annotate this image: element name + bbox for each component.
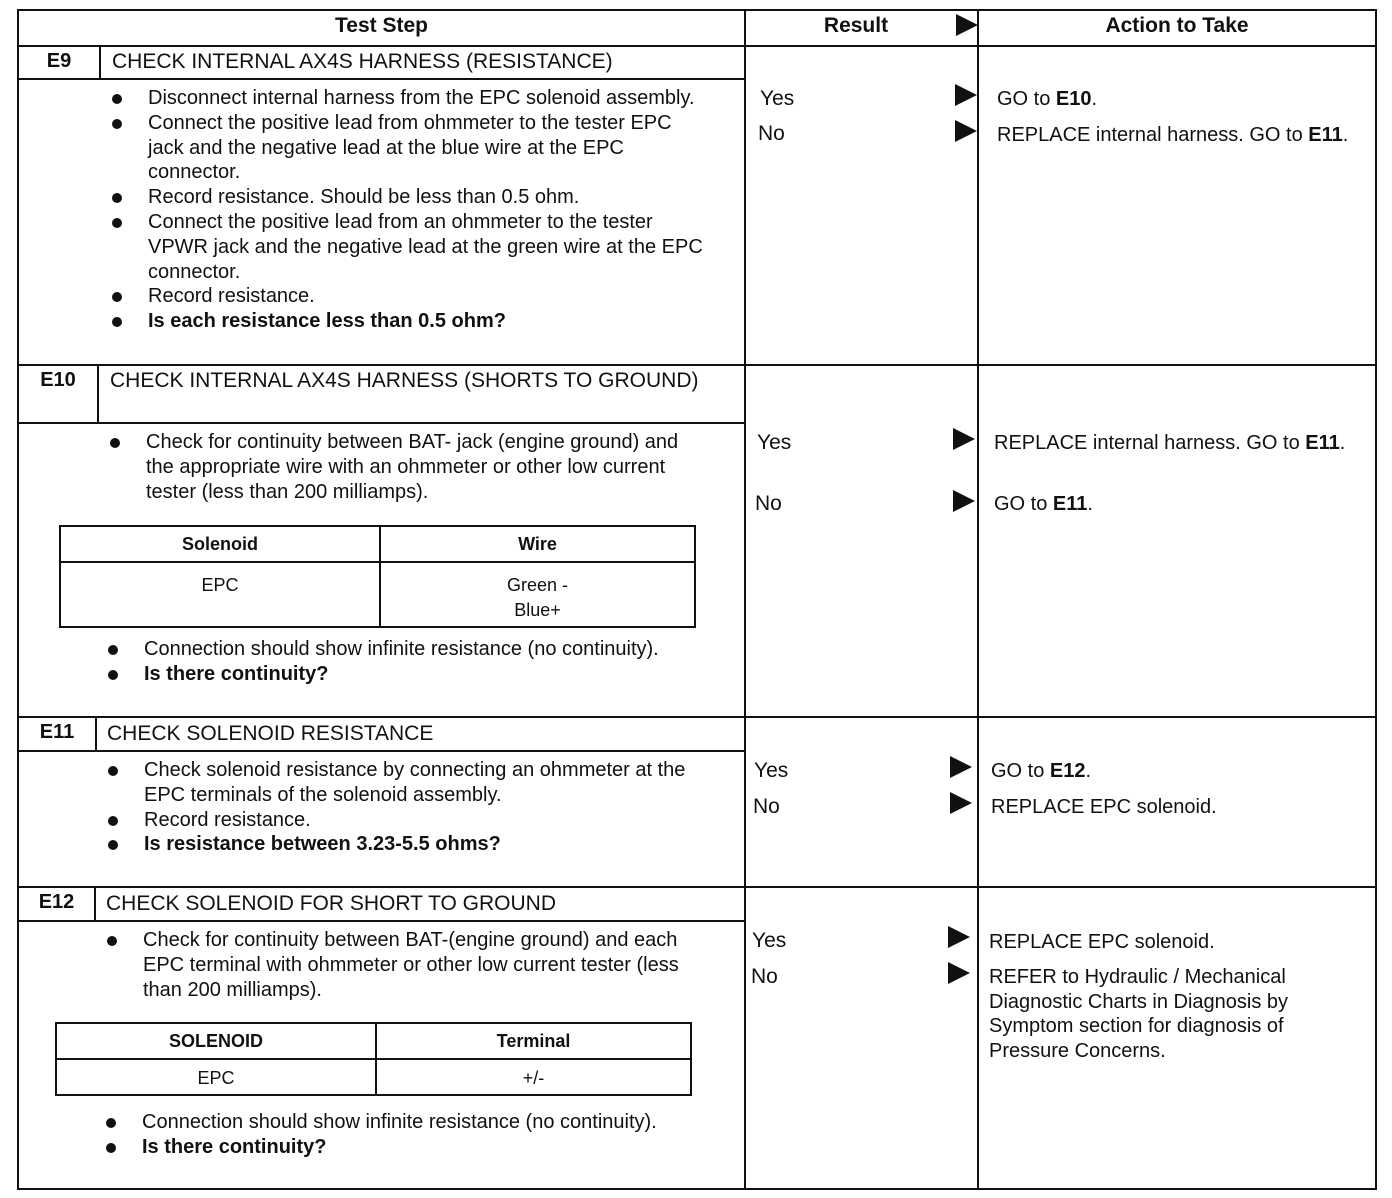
- code-divider-e12: [94, 886, 96, 921]
- step-code-e9: E9: [46, 50, 72, 72]
- step-title-e9: CHECK INTERNAL AX4S HARNESS (RESISTANCE): [112, 50, 613, 73]
- step-list-e12-after: [106, 1110, 706, 1160]
- step-item: Check solenoid resistance by connecting an ohmmeter at the EPC terminals of the solenoid assembly.: [108, 758, 698, 808]
- title-underline-e12: [17, 920, 746, 922]
- section-separator-e12: [17, 886, 1377, 888]
- step-item: Disconnect internal harness from the EPC solenoid assembly.: [112, 86, 712, 111]
- title-underline-e9: [17, 78, 746, 80]
- result-arrow-icon: [948, 926, 970, 948]
- result-arrow-icon: [955, 84, 977, 106]
- action-yes-e12: REPLACE EPC solenoid.: [989, 931, 1215, 953]
- step-question: Is each resistance less than 0.5 ohm?: [112, 309, 712, 334]
- step-list-e11: [108, 758, 698, 857]
- action-yes-e10: REPLACE internal harness. GO to E11.: [994, 432, 1346, 454]
- table-border-right: [1375, 9, 1377, 1190]
- step-item: Connect the positive lead from an ohmmeter to the tester VPWR jack and the negative lead at the green wire at the EPC connector.: [112, 210, 712, 284]
- step-item: Connection should show infinite resistance (no continuity).: [108, 637, 708, 662]
- step-item: Record resistance.: [112, 284, 712, 309]
- table-cell: +/-: [376, 1059, 691, 1095]
- result-no-e12: No: [751, 965, 778, 988]
- code-divider-e9: [99, 45, 101, 79]
- header-arrow-icon: [956, 14, 978, 36]
- action-no-e10: GO to E11.: [994, 493, 1093, 515]
- step-title-e11: CHECK SOLENOID RESISTANCE: [107, 722, 434, 745]
- action-no-e11: REPLACE EPC solenoid.: [991, 796, 1217, 818]
- result-arrow-icon: [948, 962, 970, 984]
- section-separator-e11: [17, 716, 1377, 718]
- header-action: Action to Take: [1105, 14, 1249, 37]
- header-test-step: Test Step: [335, 14, 428, 37]
- table-header: Terminal: [376, 1023, 691, 1059]
- step-item: Check for continuity between BAT- jack (engine ground) and the appropriate wire with an ohmmeter or other low current tester (less than 200 milliamps).: [110, 430, 710, 504]
- step-question: Is there continuity?: [106, 1135, 706, 1160]
- step-item: Check for continuity between BAT-(engine ground) and each EPC terminal with ohmmeter or other low current tester (less than 200 milliamps).: [107, 928, 707, 1002]
- table-border-left: [17, 9, 19, 1190]
- section-separator-e10: [17, 364, 1377, 366]
- title-underline-e10: [17, 422, 746, 424]
- result-no-e9: No: [758, 122, 785, 145]
- result-yes-e10: Yes: [757, 431, 792, 454]
- solenoid-wire-table: [59, 525, 696, 628]
- step-item: Connect the positive lead from ohmmeter to the tester EPC jack and the negative lead at the blue wire at the EPC connector.: [112, 111, 712, 185]
- step-list-e10-after: [108, 637, 708, 687]
- action-no-e12: REFER to Hydraulic / Mechanical Diagnostic Charts in Diagnosis by Symptom section for diagnosis of Pressure Concerns.: [989, 966, 1289, 1062]
- column-divider-action: [977, 9, 979, 1190]
- step-title-e12: CHECK SOLENOID FOR SHORT TO GROUND: [106, 892, 557, 915]
- step-code-e11: E11: [39, 721, 75, 743]
- step-code-e12: E12: [38, 891, 75, 913]
- code-divider-e11: [95, 716, 97, 751]
- action-yes-e11: GO to E12.: [991, 760, 1092, 782]
- step-list-e9: [112, 86, 712, 334]
- step-title-e10: CHECK INTERNAL AX4S HARNESS (SHORTS TO GROUND): [110, 369, 699, 392]
- result-yes-e12: Yes: [752, 929, 787, 952]
- result-arrow-icon: [953, 428, 975, 450]
- table-cell: EPC: [60, 562, 380, 627]
- column-divider-result: [744, 9, 746, 1190]
- step-question: Is resistance between 3.23-5.5 ohms?: [108, 832, 698, 857]
- result-no-e11: No: [753, 795, 780, 818]
- step-list-e10: [110, 430, 710, 504]
- result-arrow-icon: [953, 490, 975, 512]
- step-question: Is there continuity?: [108, 662, 708, 687]
- result-yes-e11: Yes: [754, 759, 789, 782]
- step-item: Record resistance. Should be less than 0.5 ohm.: [112, 185, 712, 210]
- step-item: Record resistance.: [108, 808, 698, 833]
- step-item: Connection should show infinite resistance (no continuity).: [106, 1110, 706, 1135]
- table-header: Wire: [380, 526, 695, 562]
- result-arrow-icon: [955, 120, 977, 142]
- code-divider-e10: [97, 364, 99, 423]
- action-yes-e9: GO to E10.: [997, 88, 1098, 110]
- result-yes-e9: Yes: [760, 87, 795, 110]
- header-result: Result: [823, 14, 889, 37]
- step-list-e12: [107, 928, 707, 1002]
- title-underline-e11: [17, 750, 746, 752]
- table-header: Solenoid: [60, 526, 380, 562]
- table-header: SOLENOID: [56, 1023, 376, 1059]
- table-cell: Green - Blue+: [380, 562, 695, 627]
- header-divider: [17, 45, 1377, 47]
- action-no-e9: REPLACE internal harness. GO to E11.: [997, 124, 1349, 146]
- result-no-e10: No: [755, 492, 782, 515]
- result-arrow-icon: [950, 792, 972, 814]
- result-arrow-icon: [950, 756, 972, 778]
- step-code-e10: E10: [40, 369, 76, 391]
- table-cell: EPC: [56, 1059, 376, 1095]
- table-border-bottom: [17, 1188, 1377, 1190]
- solenoid-terminal-table: [55, 1022, 692, 1096]
